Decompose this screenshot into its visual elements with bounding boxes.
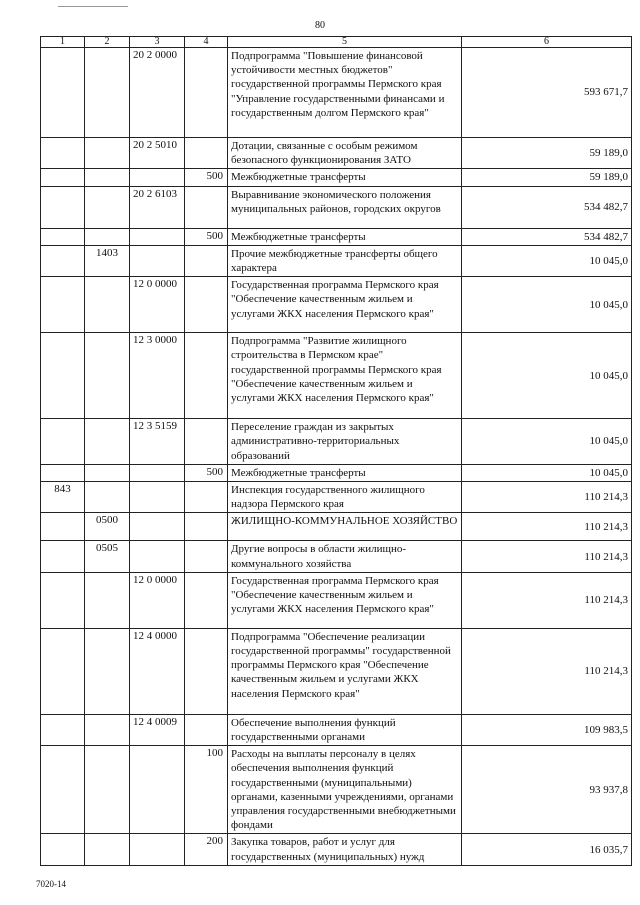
expense-type-cell [185,513,228,541]
header-row [41,37,632,48]
item-name-cell: Прочие межбюджетные трансферты общего характера [228,245,462,276]
amount-cell: 593 671,7 [462,48,632,138]
section-code-cell: 1403 [85,245,130,276]
target-article-cell [130,245,185,276]
amount-cell: 59 189,0 [462,169,632,186]
target-article-cell [130,834,185,866]
item-name-cell: Расходы на выплаты персоналу в целях обеспечения выполнения функций государственными (муниципальными) органами, казенными учреждениями, органами управления государственными внебюджетными фондами [228,746,462,834]
target-article-cell [130,169,185,186]
section-code-cell [85,714,130,745]
amount-cell: 93 937,8 [462,746,632,834]
amount-cell: 109 983,5 [462,714,632,745]
amount-cell: 10 045,0 [462,277,632,333]
item-name-cell: Государственная программа Пермского края "Обеспечение качественным жильем и услугами ЖКХ населения Пермского края" [228,572,462,628]
expense-type-cell: 100 [185,746,228,834]
item-name-cell: Другие вопросы в области жилищно-коммунального хозяйства [228,541,462,572]
item-name-cell: Выравнивание экономического положения муниципальных районов, городских округов [228,186,462,228]
ministry-code-cell [41,48,85,138]
section-code-cell [85,138,130,169]
amount-cell: 110 214,3 [462,513,632,541]
amount-cell: 10 045,0 [462,464,632,481]
item-name-cell: Обеспечение выполнения функций государственными органами [228,714,462,745]
ministry-code-cell [41,541,85,572]
expense-type-cell [185,277,228,333]
header-cell: 3 [130,37,185,48]
header-cell: 6 [462,37,632,48]
amount-cell: 110 214,3 [462,572,632,628]
expense-type-cell [185,541,228,572]
target-article-cell: 12 0 0000 [130,277,185,333]
expense-type-cell: 500 [185,169,228,186]
table-row [41,541,632,572]
ministry-code-cell [41,464,85,481]
target-article-cell [130,464,185,481]
target-article-cell [130,746,185,834]
budget-table [40,36,632,866]
ministry-code-cell [41,714,85,745]
section-code-cell [85,333,130,419]
section-code-cell [85,746,130,834]
table-row [41,482,632,513]
page-number: 80 [315,20,325,31]
expense-type-cell [185,186,228,228]
header-cell: 2 [85,37,130,48]
item-name-cell: Подпрограмма "Обеспечение реализации государственной программы" государственной программы Пермского края "Обеспечение качественным жильем и услугами ЖКХ населения Пермского края" [228,628,462,714]
table-row [41,464,632,481]
section-code-cell [85,464,130,481]
target-article-cell: 12 0 0000 [130,572,185,628]
expense-type-cell [185,714,228,745]
amount-cell: 110 214,3 [462,541,632,572]
section-code-cell [85,572,130,628]
ministry-code-cell [41,419,85,465]
amount-cell: 534 482,7 [462,186,632,228]
target-article-cell: 20 2 0000 [130,48,185,138]
section-code-cell [85,419,130,465]
section-code-cell [85,186,130,228]
ministry-code-cell [41,186,85,228]
header-cell: 5 [228,37,462,48]
ministry-code-cell [41,333,85,419]
target-article-cell [130,541,185,572]
amount-cell: 10 045,0 [462,419,632,465]
amount-cell: 110 214,3 [462,482,632,513]
amount-cell: 10 045,0 [462,333,632,419]
target-article-cell: 12 4 0009 [130,714,185,745]
table-row [41,333,632,419]
section-code-cell: 0500 [85,513,130,541]
expense-type-cell [185,572,228,628]
target-article-cell: 12 4 0000 [130,628,185,714]
section-code-cell [85,834,130,866]
table-row [41,572,632,628]
item-name-cell: Межбюджетные трансферты [228,169,462,186]
expense-type-cell: 500 [185,228,228,245]
ministry-code-cell [41,138,85,169]
top-scan-mark [58,6,128,7]
table-row [41,169,632,186]
item-name-cell: Переселение граждан из закрытых административно-территориальных образований [228,419,462,465]
table-row [41,138,632,169]
target-article-cell: 12 3 5159 [130,419,185,465]
expense-type-cell: 200 [185,834,228,866]
item-name-cell: Подпрограмма "Повышение финансовой устойчивости местных бюджетов" государственной программы Пермского края "Управление государственными финансами и государственным долгом Пермского края" [228,48,462,138]
ministry-code-cell [41,572,85,628]
ministry-code-cell [41,169,85,186]
section-code-cell [85,482,130,513]
ministry-code-cell [41,513,85,541]
section-code-cell: 0505 [85,541,130,572]
header-cell: 1 [41,37,85,48]
target-article-cell: 20 2 5010 [130,138,185,169]
ministry-code-cell [41,834,85,866]
table-row [41,419,632,465]
item-name-cell: Межбюджетные трансферты [228,464,462,481]
ministry-code-cell [41,245,85,276]
section-code-cell [85,169,130,186]
target-article-cell [130,228,185,245]
table-row [41,628,632,714]
amount-cell: 10 045,0 [462,245,632,276]
item-name-cell: Государственная программа Пермского края "Обеспечение качественным жильем и услугами ЖКХ населения Пермского края" [228,277,462,333]
expense-type-cell [185,138,228,169]
expense-type-cell [185,482,228,513]
target-article-cell: 20 2 6103 [130,186,185,228]
table-row [41,834,632,866]
section-code-cell [85,48,130,138]
item-name-cell: ЖИЛИЩНО-КОММУНАЛЬНОЕ ХОЗЯЙСТВО [228,513,462,541]
expense-type-cell [185,628,228,714]
ministry-code-cell [41,277,85,333]
expense-type-cell: 500 [185,464,228,481]
table-row [41,746,632,834]
table-row [41,48,632,138]
expense-type-cell [185,245,228,276]
table-row [41,714,632,745]
section-code-cell [85,628,130,714]
expense-type-cell [185,48,228,138]
table-row [41,513,632,541]
item-name-cell: Подпрограмма "Развитие жилищного строительства в Пермском крае" государственной программы Пермского края "Обеспечение качественным жильем и услугами ЖКХ населения Пермского края" [228,333,462,419]
item-name-cell: Инспекция государственного жилищного надзора Пермского края [228,482,462,513]
ministry-code-cell [41,628,85,714]
item-name-cell: Закупка товаров, работ и услуг для государственных (муниципальных) нужд [228,834,462,866]
amount-cell: 59 189,0 [462,138,632,169]
amount-cell: 534 482,7 [462,228,632,245]
table-row [41,186,632,228]
section-code-cell [85,228,130,245]
item-name-cell: Дотации, связанные с особым режимом безопасного функционирования ЗАТО [228,138,462,169]
item-name-cell: Межбюджетные трансферты [228,228,462,245]
ministry-code-cell [41,746,85,834]
table-row [41,245,632,276]
ministry-code-cell: 843 [41,482,85,513]
ministry-code-cell [41,228,85,245]
expense-type-cell [185,333,228,419]
amount-cell: 16 035,7 [462,834,632,866]
target-article-cell [130,482,185,513]
section-code-cell [85,277,130,333]
target-article-cell: 12 3 0000 [130,333,185,419]
table-row [41,228,632,245]
expense-type-cell [185,419,228,465]
footer-code: 7020-14 [36,879,66,889]
amount-cell: 110 214,3 [462,628,632,714]
table-row [41,277,632,333]
target-article-cell [130,513,185,541]
header-cell: 4 [185,37,228,48]
